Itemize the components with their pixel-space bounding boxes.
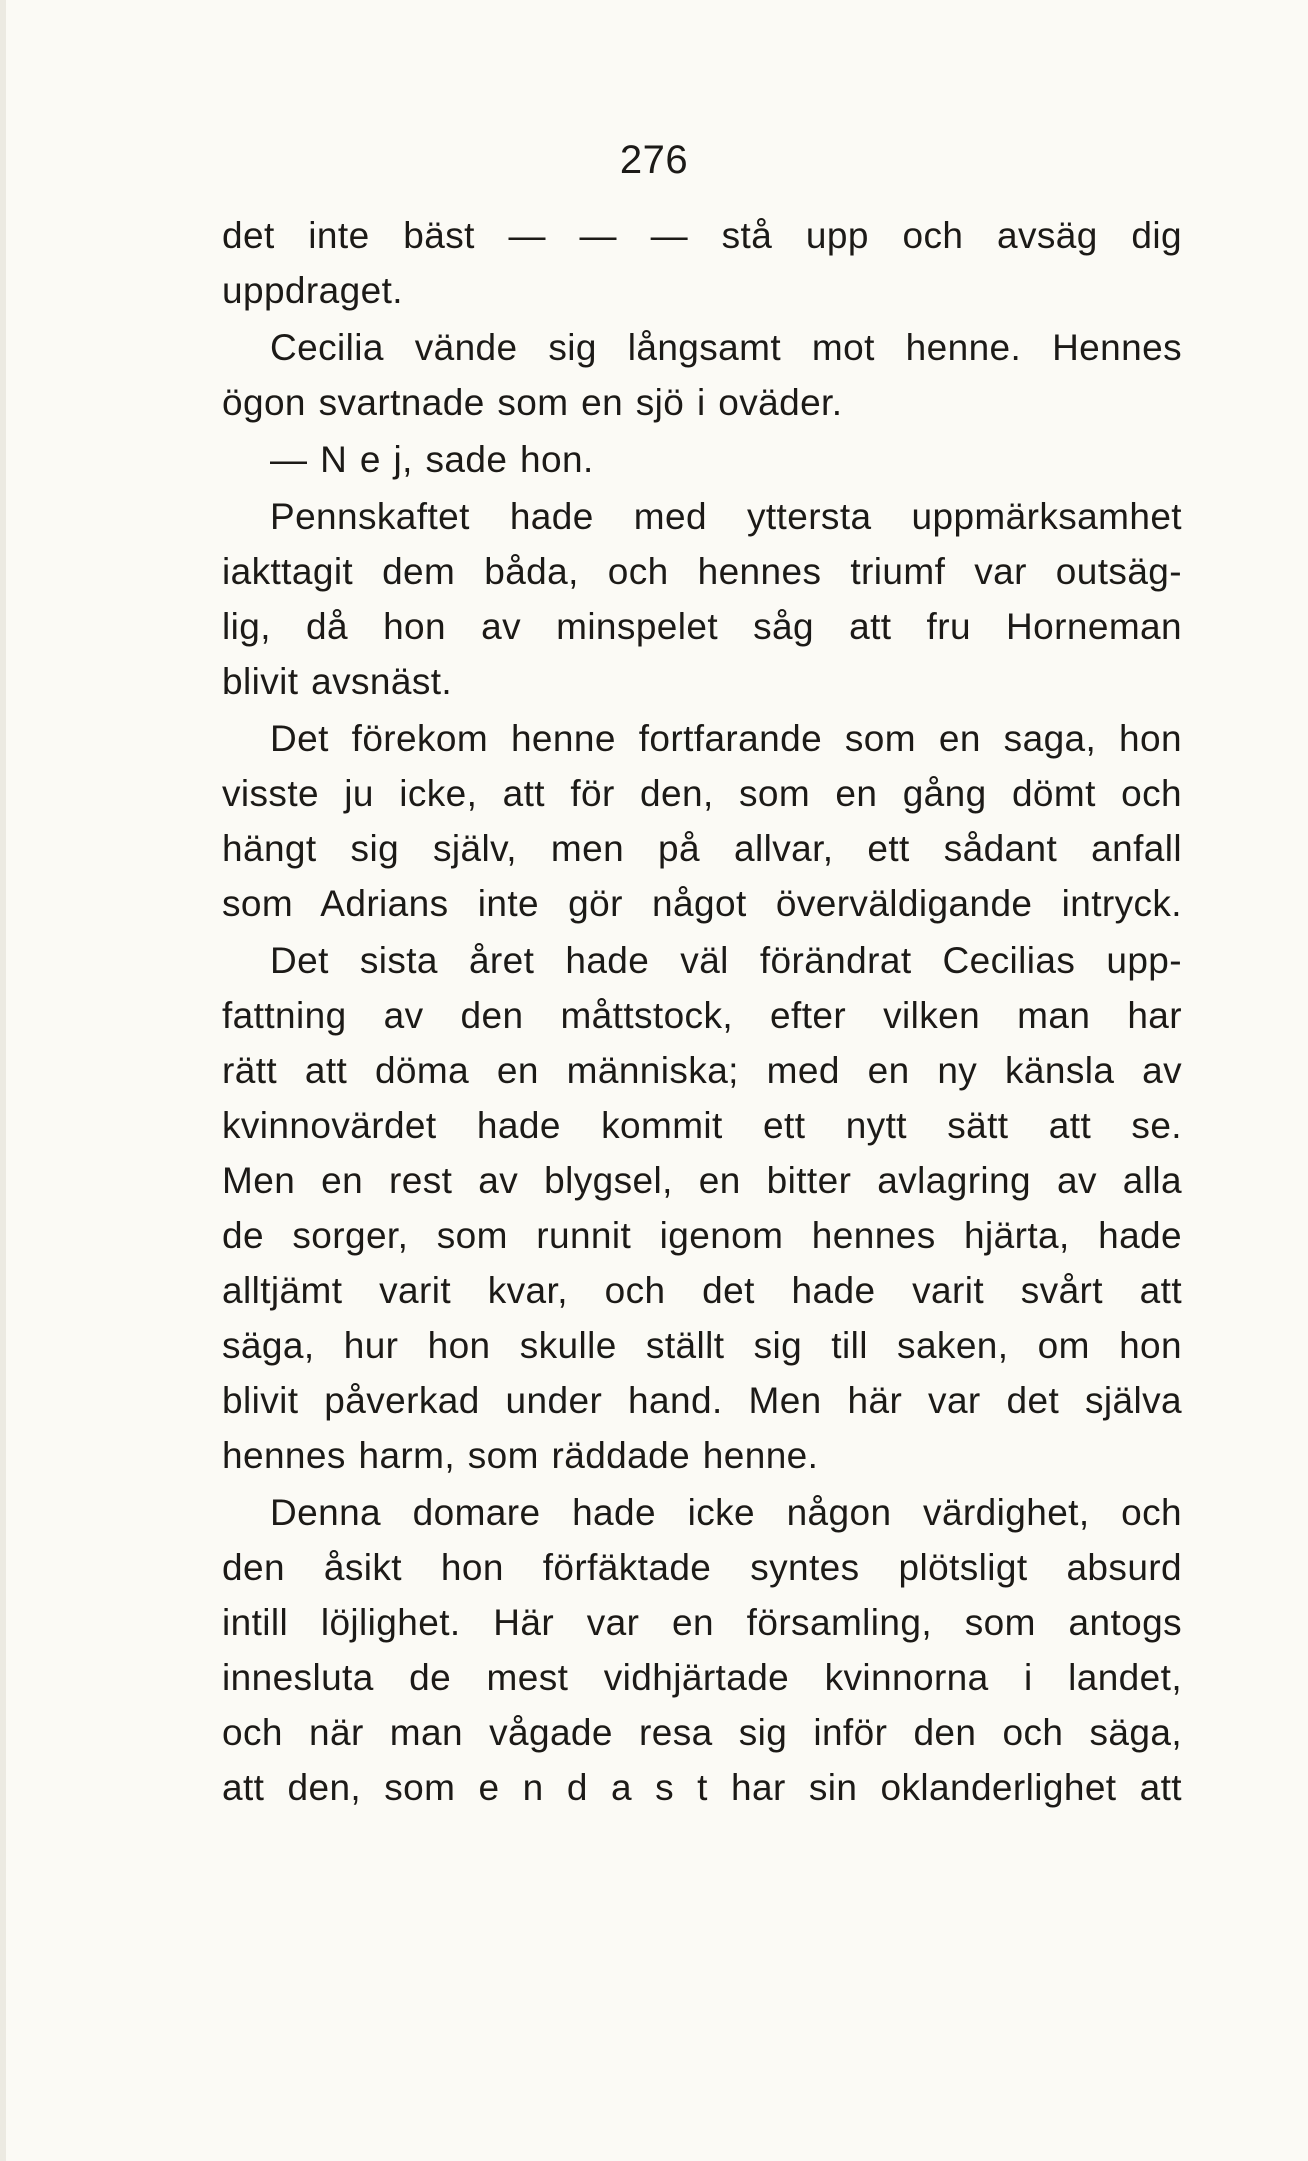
text-line: blivit påverkad under hand. Men här var det själva: [222, 1380, 1182, 1421]
text-line: Denna domare hade icke någon värdighet, och: [270, 1492, 1182, 1533]
text-line: att den, som e n d a s t har sin oklanderlighet att: [222, 1767, 1182, 1808]
text-line: ögon svartnade som en sjö i oväder.: [222, 382, 843, 423]
text-line: rätt att döma en människa; med en ny känsla av: [222, 1050, 1182, 1091]
text-line: som Adrians inte gör något överväldigande intryck.: [222, 883, 1182, 924]
text-line: det inte bäst — — — stå upp och avsäg dig: [222, 215, 1182, 256]
text-line: intill löjlighet. Här var en församling, som antogs: [222, 1602, 1182, 1643]
text-line: Cecilia vände sig långsamt mot henne. Hennes: [270, 327, 1182, 368]
page-edge: [0, 0, 6, 2161]
text-line: blivit avsnäst.: [222, 661, 453, 702]
text-line: lig, då hon av minspelet såg att fru Horneman: [222, 606, 1182, 647]
text-line: fattning av den måttstock, efter vilken man har: [222, 995, 1182, 1036]
text-line: Det sista året hade väl förändrat Cecilias upp-: [270, 940, 1182, 981]
text-line: alltjämt varit kvar, och det hade varit svårt att: [222, 1270, 1182, 1311]
text-line: innesluta de mest vidhjärtade kvinnorna i landet,: [222, 1657, 1182, 1698]
text-line: — N e j, sade hon.: [270, 439, 594, 480]
text-line: den åsikt hon förfäktade syntes plötsligt absurd: [222, 1547, 1182, 1588]
text-line: iakttagit dem båda, och hennes triumf var outsäg-: [222, 551, 1182, 592]
body-text: [222, 208, 1182, 1815]
text-line: och när man vågade resa sig inför den och säga,: [222, 1712, 1182, 1753]
text-line: kvinnovärdet hade kommit ett nytt sätt att se.: [222, 1105, 1182, 1146]
text-line: de sorger, som runnit igenom hennes hjärta, hade: [222, 1215, 1182, 1256]
text-line: Pennskaftet hade med yttersta uppmärksamhet: [270, 496, 1182, 537]
text-line: Det förekom henne fortfarande som en saga, hon: [270, 718, 1182, 759]
text-line: Men en rest av blygsel, en bitter avlagring av alla: [222, 1160, 1182, 1201]
text-line: hängt sig själv, men på allvar, ett sådant anfall: [222, 828, 1182, 869]
text-line: uppdraget.: [222, 270, 403, 311]
text-line: hennes harm, som räddade henne.: [222, 1435, 819, 1476]
page-number: 276: [619, 138, 689, 182]
text-line: säga, hur hon skulle ställt sig till saken, om hon: [222, 1325, 1182, 1366]
text-line: visste ju icke, att för den, som en gång dömt och: [222, 773, 1182, 814]
